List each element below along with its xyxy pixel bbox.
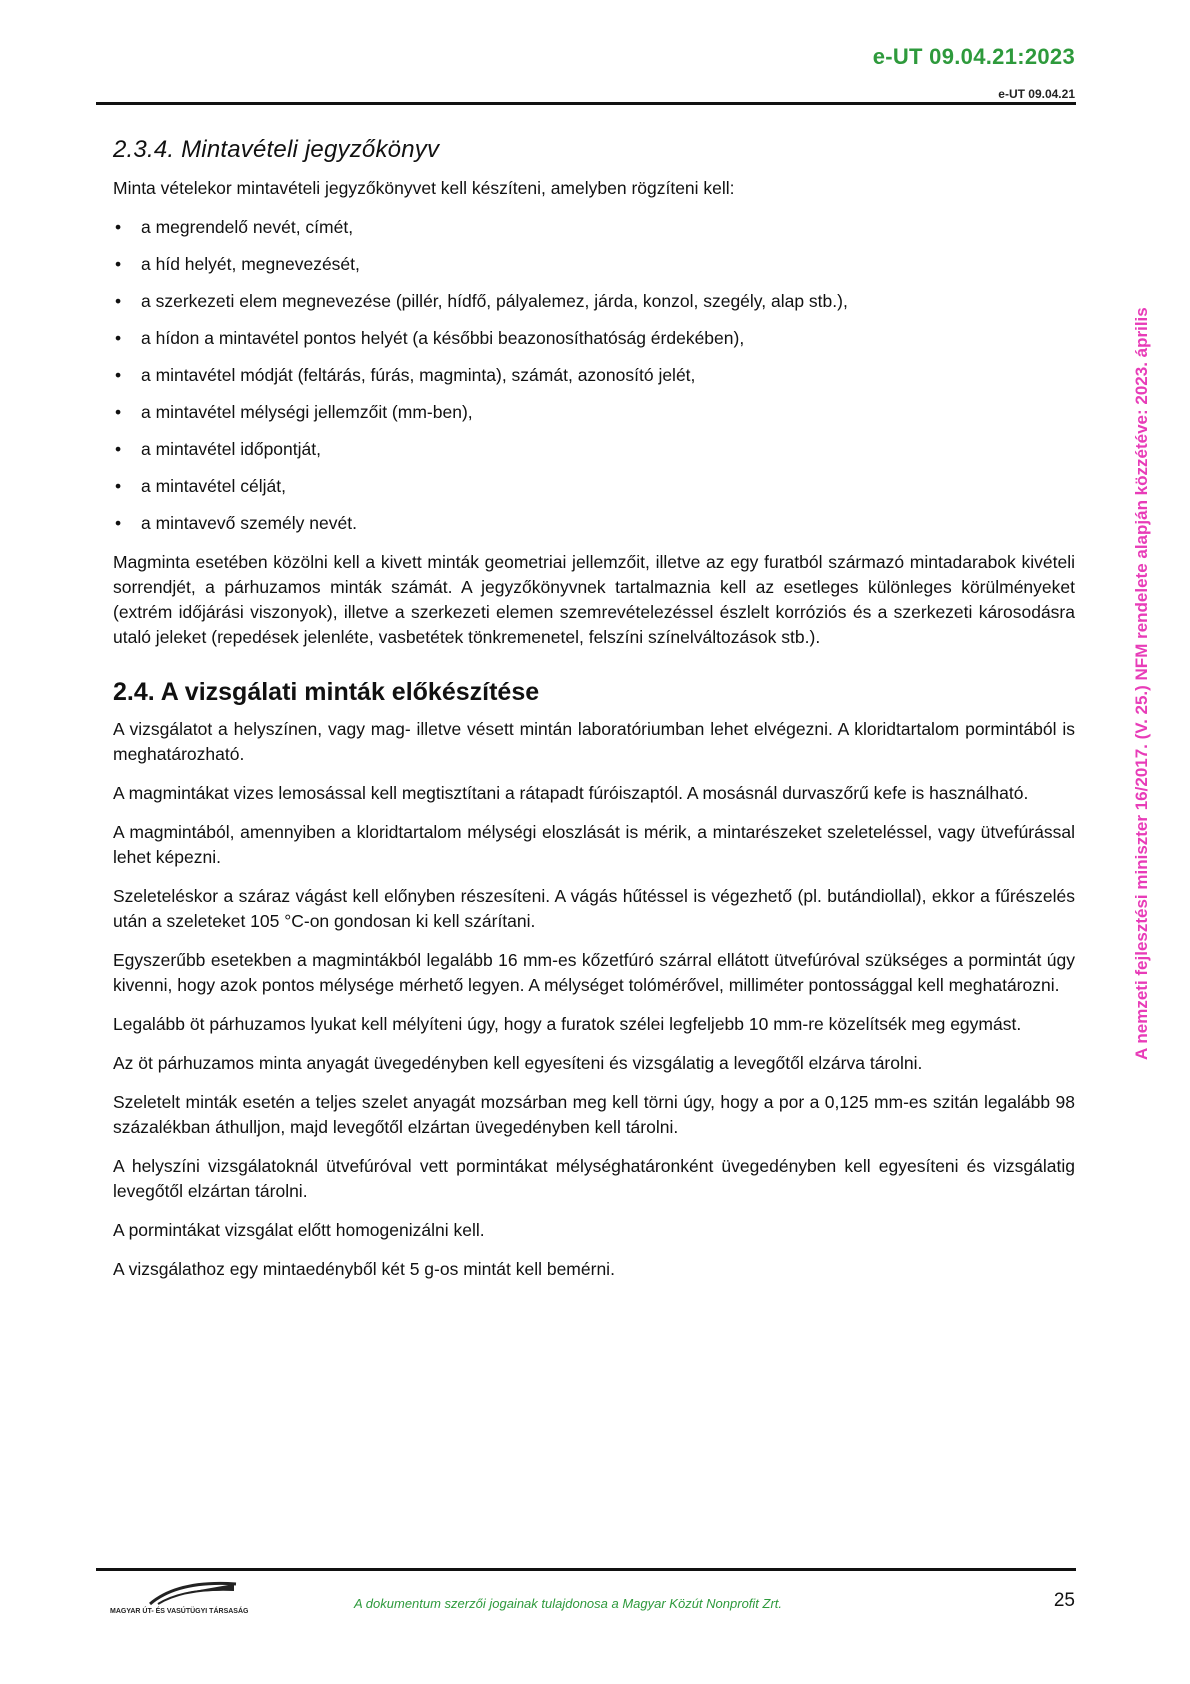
paragraph: Szeletelt minták esetén a teljes szelet anyagát mozsárban meg kell törni úgy, hogy a por a 0,125 mm-es szitán legalább 98 százalékban áthulljon, majd levegőtől elzártan üvegedényben kell tárolni.	[113, 1092, 1075, 1137]
side-note-text: A nemzeti fejlesztési miniszter 16/2017. (V. 25.) NFM rendelete alapján közzétéve: 2023. április	[1132, 307, 1151, 1060]
copyright-notice: A dokumentum szerzői jogainak tulajdonosa a Magyar Közút Nonprofit Zrt.	[354, 1596, 783, 1611]
paragraph: A vizsgálathoz egy mintaedényből két 5 g-os mintát kell bemérni.	[113, 1259, 615, 1279]
logo-text: MAGYAR ÚT- ÉS VASÚTÜGYI TÁRSASÁG	[110, 1608, 249, 1615]
list-item: • a megrendelő nevét, címét,	[113, 215, 1075, 240]
paragraph: A helyszíni vizsgálatoknál ütvefúróval vett pormintákat mélységhatáronként üvegedényben kell egyesíteni és vizsgálatig levegőtől elzártan tárolni.	[113, 1156, 1075, 1201]
publication-side-note	[1130, 160, 1154, 1060]
paragraph: A magmintából, amennyiben a kloridtartalom mélységi eloszlását is mérik, a mintarészeket szeleteléssel, vagy ütvefúrással lehet képezni.	[113, 822, 1075, 867]
list-item: • a mintavevő személy nevét.	[113, 511, 1075, 536]
list-item: • a mintavétel időpontját,	[113, 437, 1075, 462]
list-item: • a híd helyét, megnevezését,	[113, 252, 1075, 277]
paragraph: A pormintákat vizsgálat előtt homogenizálni kell.	[113, 1220, 485, 1240]
list-item: • a hídon a mintavétel pontos helyét (a későbbi beazonosíthatóság érdekében),	[113, 326, 1075, 351]
list-item: • a szerkezeti elem megnevezése (pillér, hídfő, pályalemez, járda, konzol, szegély, alap stb.),	[113, 289, 1075, 314]
section-2-4-title: 2.4. A vizsgálati minták előkészítése	[113, 678, 540, 706]
document-subcode: e-UT 09.04.21	[998, 87, 1075, 101]
page-content	[113, 136, 1075, 1296]
paragraph: Az öt párhuzamos minta anyagát üvegedényben kell egyesíteni és vizsgálatig a levegőtől elzárva tárolni.	[113, 1053, 923, 1073]
list-item: • a mintavétel mélységi jellemzőit (mm-ben),	[113, 400, 1075, 425]
paragraph: A magmintákat vizes lemosással kell megtisztítani a rátapadt fúróiszaptól. A mosásnál durvaszőrű kefe is használható.	[113, 783, 1029, 803]
paragraph: A vizsgálatot a helyszínen, vagy mag- illetve vésett mintán laboratóriumban lehet elvégezni. A kloridtartalom pormintából is meghatározható.	[113, 719, 1075, 764]
list-item: • a mintavétel célját,	[113, 474, 1075, 499]
section-2-3-4-closing: Magminta esetében közölni kell a kivett minták geometriai jellemzőit, illetve az egy furatból származó mintadarabok kivételi sorrendjét, a párhuzamos minták számát. A jegyzőkönyvnek tartalmaznia kell az esetleges különleges körülményeket (extrém időjárási viszonyok), illetve a szerkezeti elemen szemrevételezéssel észlelt korróziós és a szerkezeti károsodásra utaló jeleket (repedések jelenléte, vasbetétek tönkremenetel, felszíni színelváltozások stb.).	[113, 552, 1075, 647]
document-code: e-UT 09.04.21:2023	[872, 44, 1075, 69]
society-logo	[110, 1578, 270, 1622]
protocol-items-list	[113, 215, 1075, 536]
section-2-3-4-intro: Minta vételekor mintavételi jegyzőkönyvet kell készíteni, amelyben rögzíteni kell:	[113, 178, 735, 198]
page-number: 25	[1053, 1590, 1075, 1611]
list-item: • a mintavétel módját (feltárás, fúrás, magminta), számát, azonosító jelét,	[113, 363, 1075, 388]
paragraph: Szeleteléskor a száraz vágást kell előnyben részesíteni. A vágás hűtéssel is végezhető (pl. butándiollal), ekkor a fűrészelés után a szeleteket 105 °C-on gondosan ki kell szárítani.	[113, 886, 1075, 931]
footer-divider	[96, 1568, 1076, 1571]
arch-bridge-icon	[148, 1578, 238, 1606]
header-divider	[96, 102, 1076, 105]
section-2-3-4-title: 2.3.4. Mintavételi jegyzőkönyv	[113, 136, 440, 163]
paragraph: Legalább öt párhuzamos lyukat kell mélyíteni úgy, hogy a furatok szélei legfeljebb 10 mm-re közelítsék meg egymást.	[113, 1014, 1022, 1034]
paragraph: Egyszerűbb esetekben a magmintákból legalább 16 mm-es kőzetfúró szárral ellátott ütvefúróval szükséges a pormintát úgy kivenni, hogy azok pontos mélysége mérhető legyen. A mélységet tolómérővel, milliméter pontossággal kell meghatározni.	[113, 950, 1075, 995]
